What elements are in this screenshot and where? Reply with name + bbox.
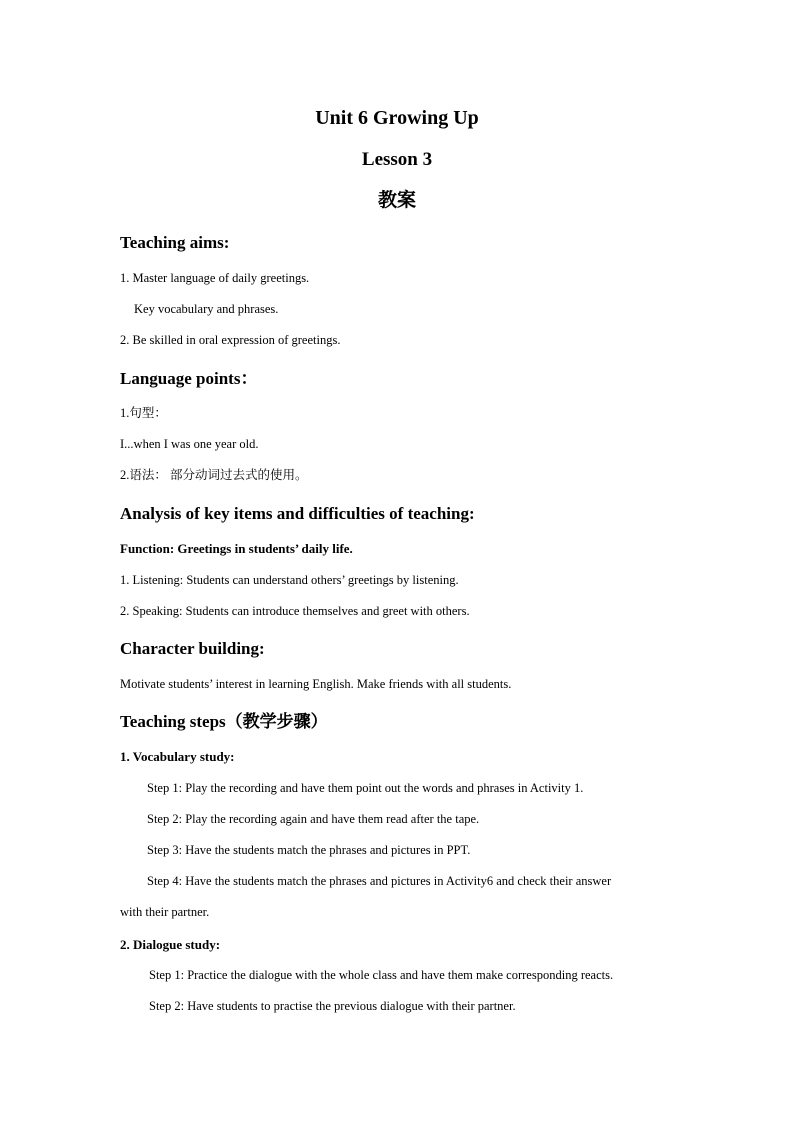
analysis-item: 2. Speaking: Students can introduce themselves and greet with others. bbox=[120, 604, 470, 618]
dialogue-study-heading: 2. Dialogue study: bbox=[120, 937, 221, 952]
teaching-aims-heading: Teaching aims: bbox=[120, 233, 230, 252]
language-points-heading: Language points： bbox=[120, 369, 258, 388]
analysis-item: 1. Listening: Students can understand others’ greetings by listening. bbox=[120, 573, 459, 587]
language-point-item: I...when I was one year old. bbox=[120, 437, 259, 451]
document-subtitle: 教案 bbox=[377, 190, 416, 211]
character-building-heading: Character building: bbox=[120, 639, 265, 658]
vocabulary-step-continuation: with their partner. bbox=[120, 905, 210, 919]
dialogue-step: Step 1: Practice the dialogue with the whole class and have them make corresponding reacts. bbox=[149, 968, 614, 982]
language-point-item: 1.句型： bbox=[120, 406, 167, 420]
teaching-aim-item: Key vocabulary and phrases. bbox=[134, 302, 279, 316]
vocabulary-step: Step 2: Play the recording again and have them read after the tape. bbox=[147, 812, 480, 826]
analysis-function: Function: Greetings in students’ daily life. bbox=[120, 541, 353, 556]
teaching-steps-heading: Teaching steps（教学步骤） bbox=[120, 712, 328, 731]
character-building-text: Motivate students’ interest in learning English. Make friends with all students. bbox=[120, 677, 512, 691]
dialogue-step: Step 2: Have students to practise the previous dialogue with their partner. bbox=[149, 999, 516, 1013]
teaching-aim-item: 2. Be skilled in oral expression of greetings. bbox=[120, 333, 341, 347]
vocabulary-step: Step 4: Have the students match the phrases and pictures in Activity6 and check their answer bbox=[147, 874, 612, 888]
vocabulary-step: Step 1: Play the recording and have them point out the words and phrases in Activity 1. bbox=[147, 781, 584, 795]
analysis-heading: Analysis of key items and difficulties of teaching: bbox=[120, 504, 475, 523]
vocabulary-study-heading: 1. Vocabulary study: bbox=[120, 749, 235, 764]
vocabulary-step: Step 3: Have the students match the phrases and pictures in PPT. bbox=[147, 843, 471, 857]
document-title: Unit 6 Growing Up bbox=[315, 107, 479, 129]
teaching-aim-item: 1. Master language of daily greetings. bbox=[120, 271, 310, 285]
language-point-item: 2.语法： 部分动词过去式的使用。 bbox=[120, 468, 308, 482]
lesson-number: Lesson 3 bbox=[361, 149, 433, 170]
